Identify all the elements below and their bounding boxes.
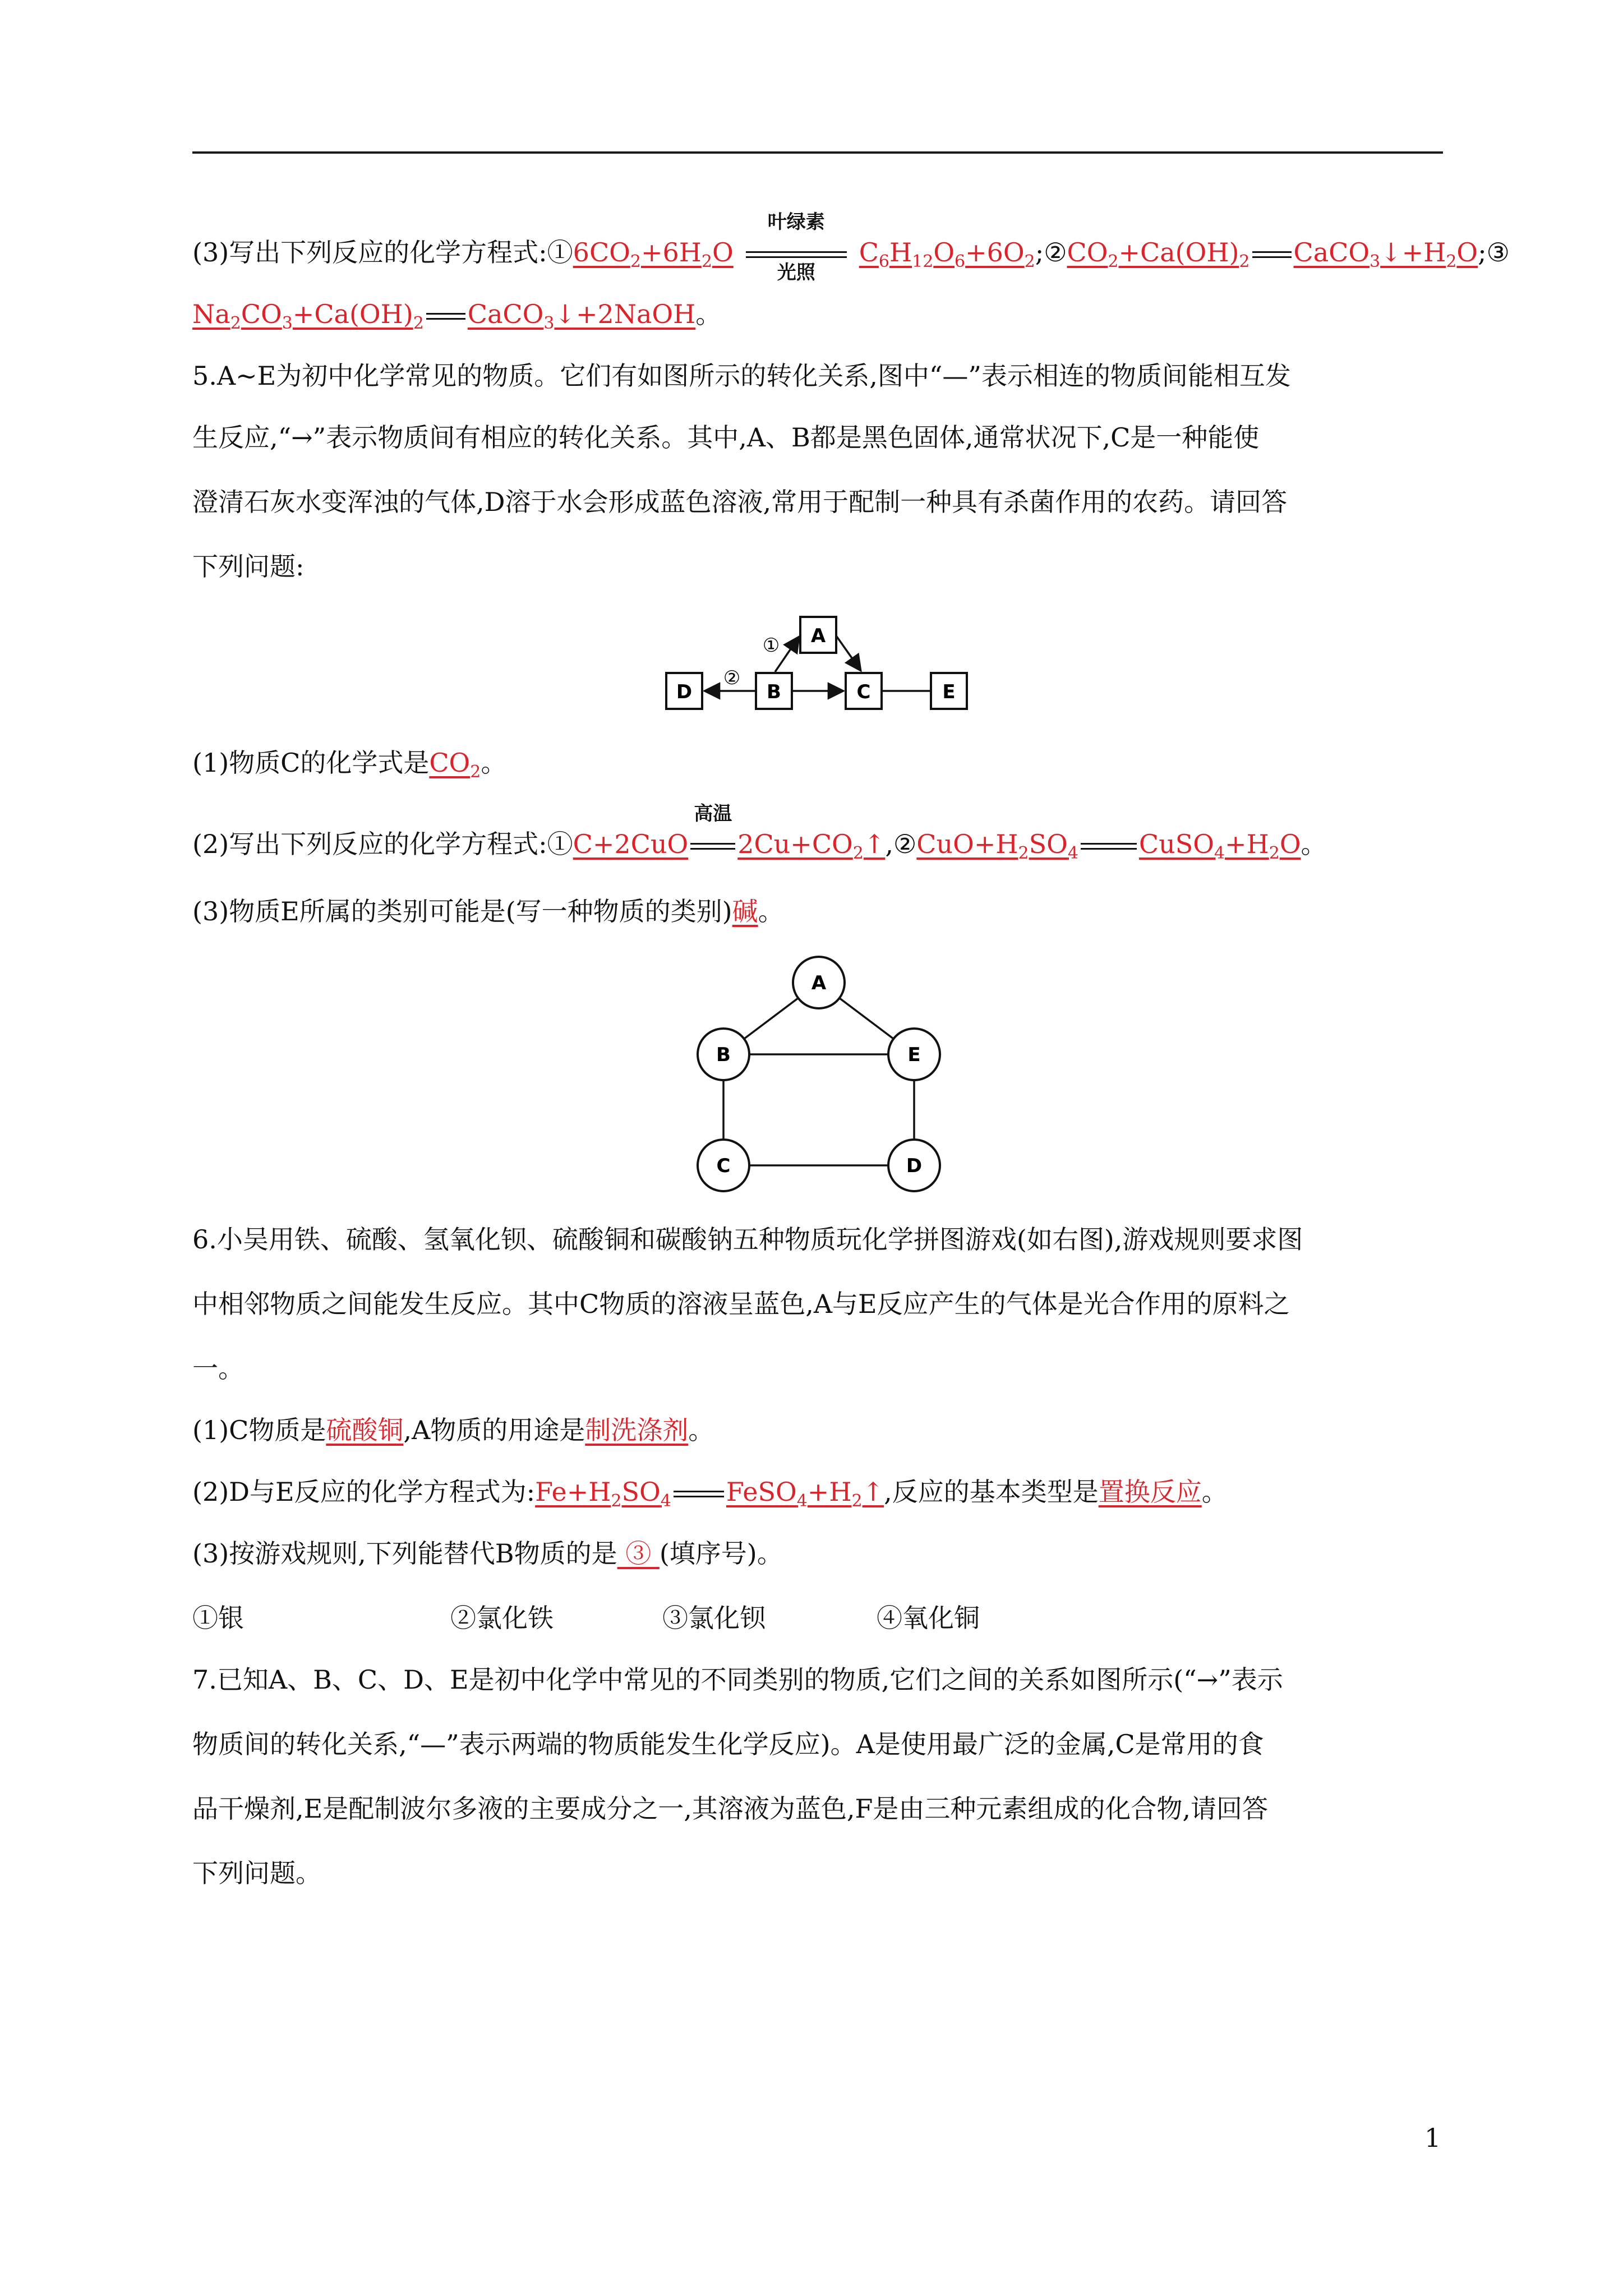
- q7-stem-2: 物质间的转化关系,“—”表示两端的物质能发生化学反应)。A是使用最广泛的金属,C是常用的食: [192, 1729, 1264, 1759]
- q4-eq2: $CO_2+Ca(OH)_2$ $CaCO_3↓+H_2O$: [1067, 237, 1478, 272]
- q4-eq1-condition: 叶绿素 光照: [746, 236, 847, 269]
- q6-part2-equation: $Fe+H_2SO_4$ $FeSO_4+H_2↑$: [535, 1477, 884, 1511]
- q6-part1: (1)C物质是硫酸铜,A物质的用途是制洗涤剂。: [192, 1415, 714, 1445]
- q5-part2: (2)写出下列反应的化学方程式:①C+2CuO 高温 $2Cu+CO_2↑,②CuO+H_2SO_4$ $CuSO_4+H_2O$。: [192, 803, 1327, 864]
- q6-stem-1: 6.小吴用铁、硫酸、氢氧化钡、硫酸铜和碳酸钠五种物质玩化学拼图游戏(如右图),游戏规则要求图: [192, 1224, 1303, 1255]
- svg-text:E: E: [942, 681, 956, 703]
- q6-node-b: [698, 1029, 749, 1080]
- q6-option-3: ③氯化钡: [662, 1603, 766, 1633]
- q5-stem-3: 澄清石灰水变浑浊的气体,D溶于水会形成蓝色溶液,常用于配制一种具有杀菌作用的农药。请回答: [192, 487, 1288, 517]
- q5-eq2: $CuO+H_2SO_4$ $CuSO_4+H_2O$: [916, 829, 1301, 864]
- q6-part3-answer: ③: [617, 1538, 660, 1569]
- q6-part3: (3)按游戏规则,下列能替代B物质的是 ③ (填序号)。: [192, 1538, 783, 1569]
- q4-part3-line1: (3)写出下列反应的化学方程式$:①6CO_2+6H_2O$ 叶绿素 光照 $C_6H_{12}O_6+6O_2;②CO_2+Ca(OH)_2$ $CaCO_3↓+H_2O;③$: [192, 211, 1510, 284]
- q5-node-c: [846, 673, 882, 709]
- q6-option-1: ①银: [192, 1603, 244, 1633]
- q7-stem-3: 品干燥剂,E是配制波尔多液的主要成分之一,其溶液为蓝色,F是由三种元素组成的化合物,请回答: [192, 1794, 1268, 1824]
- q6-part1-answer1: 硫酸铜: [326, 1415, 404, 1445]
- svg-text:E: E: [907, 1044, 921, 1066]
- q6-option-2: ②氯化铁: [450, 1603, 554, 1633]
- q5-node-e: [931, 673, 967, 709]
- q5-part3: (3)物质E所属的类别可能是(写一种物质的类别)碱。: [192, 896, 784, 926]
- svg-text:C: C: [856, 681, 871, 703]
- q5-label-1: ①: [762, 634, 780, 657]
- header-rule: [192, 151, 1443, 154]
- q6-node-a: [793, 957, 845, 1008]
- q6-stem-2: 中相邻物质之间能发生反应。其中C物质的溶液呈蓝色,A与E反应产生的气体是光合作用的原料之: [192, 1289, 1290, 1319]
- q6-part2-reaction-type: 置换反应: [1098, 1477, 1202, 1507]
- q5-part1-answer: $CO_2$: [429, 748, 481, 782]
- q6-stem-3: 一。: [192, 1353, 244, 1384]
- q5-part3-answer: 碱: [732, 896, 758, 926]
- q5-label-2: ②: [723, 667, 741, 689]
- svg-text:D: D: [676, 681, 693, 703]
- q5-stem-1: 5.A~E为初中化学常见的物质。它们有如图所示的转化关系,图中“—”表示相连的物质间能相互发: [192, 361, 1291, 391]
- svg-text:B: B: [767, 681, 781, 703]
- q5-node-b: [756, 673, 792, 709]
- q4-part3-line2: $Na_2CO_3+Ca(OH)_2$ CaCO$_3$↓+2NaOH。: [192, 299, 722, 334]
- q4-eq3: $Na_2CO_3+Ca(OH)_2$ CaCO$_3$↓+2NaOH: [192, 299, 696, 334]
- q5-node-d: [666, 673, 702, 709]
- page-number: 1: [1424, 2123, 1441, 2153]
- svg-text:A: A: [811, 972, 827, 994]
- q6-option-4: ④氧化铜: [877, 1603, 980, 1633]
- q6-diagram: [690, 953, 948, 1206]
- q5-eq1: C+2CuO 高温 $2Cu+CO_2↑$: [573, 803, 886, 864]
- q5-node-a: [800, 617, 836, 653]
- q5-diagram: [656, 611, 987, 723]
- q5-arrow-a-to-c: [837, 637, 861, 671]
- svg-text:C: C: [716, 1155, 731, 1177]
- svg-text:A: A: [810, 625, 826, 647]
- q5-stem-2: 生反应,“→”表示物质间有相应的转化关系。其中,A、B都是黑色固体,通常状况下,C是一种能使: [192, 422, 1260, 453]
- q5-part1: (1)物质C的化学式是$CO_2$。: [192, 748, 507, 782]
- q7-stem-1: 7.已知A、B、C、D、E是初中化学中常见的不同类别的物质,它们之间的关系如图所示(“→”表示: [192, 1665, 1283, 1695]
- q6-node-e: [888, 1029, 940, 1080]
- q5-stem-4: 下列问题:: [192, 551, 305, 582]
- q6-node-d: [888, 1140, 940, 1191]
- q6-node-c: [698, 1140, 749, 1191]
- q6-part2: (2)D与E反应的化学方程式为$:Fe+H_2SO_4$ $FeSO_4+H_2↑$,反应的基本类型是置换反应。: [192, 1477, 1228, 1511]
- svg-text:D: D: [906, 1155, 923, 1177]
- q7-stem-4: 下列问题。: [192, 1858, 321, 1888]
- q6-part1-answer2: 制洗涤剂: [585, 1415, 689, 1445]
- q4-eq1: $6CO_2+6H_2O$ 叶绿素 光照 $C_6H_{12}O_6+6O_2$: [573, 211, 1035, 284]
- svg-text:B: B: [716, 1044, 731, 1066]
